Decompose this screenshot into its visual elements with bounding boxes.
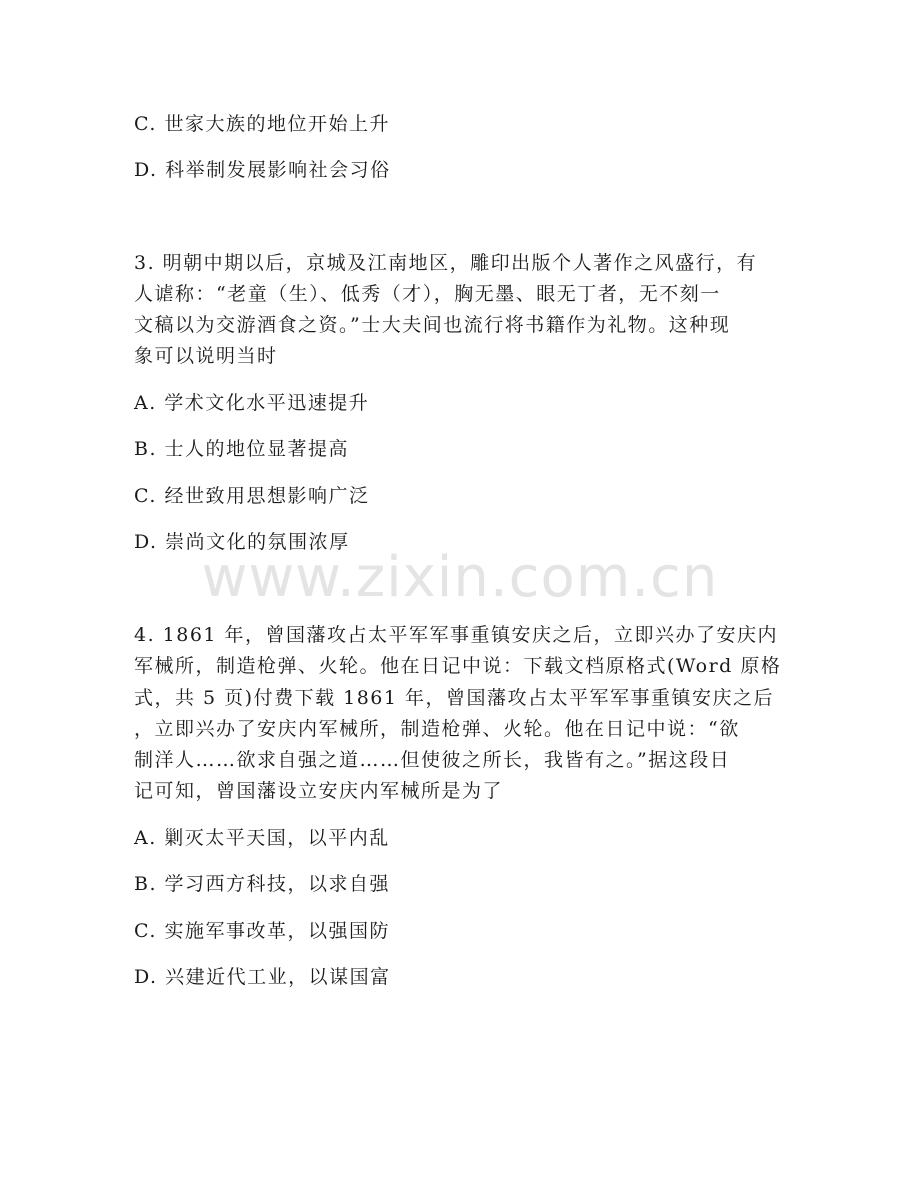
q2-option-c: C. 世家大族的地位开始上升 [134,113,390,135]
q2-option-d: D. 科举制发展影响社会习俗 [134,159,391,181]
q4-stem-line: ，立即兴办了安庆内军械所，制造枪弹、火轮。他在日记中说：“欲 [134,718,740,740]
q4-stem-line: 军械所，制造枪弹、火轮。他在日记中说：下载文档原格式(Word 原格 [134,655,782,677]
q4-stem-line: 制洋人……欲求自强之道……但使彼之所长，我皆有之。”据这段日 [134,749,731,771]
q3-option-a: A. 学术文化水平迅速提升 [134,392,370,414]
q4-option-d: D. 兴建近代工业，以谋国富 [134,966,391,988]
q3-option-c: C. 经世致用思想影响广泛 [134,485,370,507]
q4-option-a: A. 剿灭太平天国，以平内乱 [134,827,390,849]
q3-stem-line: 3. 明朝中期以后，京城及江南地区，雕印出版个人著作之风盛行，有 [134,252,758,274]
q3-option-b: B. 士人的地位显著提高 [134,438,350,460]
q3-stem-line: 象可以说明当时 [134,345,278,367]
q4-stem-line: 式，共 5 页)付费下载 1861 年，曾国藩攻占太平军军事重镇安庆之后 [134,687,775,709]
watermark: www.zixin.com.cn [201,545,719,610]
q4-stem-line: 4. 1861 年，曾国藩攻占太平军军事重镇安庆之后，立即兴办了安庆内 [134,624,779,646]
q4-option-c: C. 实施军事改革，以强国防 [134,920,390,942]
q3-stem-line: 文稿以为交游酒食之资。”士大夫间也流行将书籍作为礼物。这种现 [134,314,731,336]
q4-stem-line: 记可知，曾国藩设立安庆内军械所是为了 [134,780,504,802]
q4-option-b: B. 学习西方科技，以求自强 [134,873,391,895]
q3-stem-line: 人谑称：“老童（生）、低秀（才），胸无墨、眼无丁者，无不刻一 [134,283,721,305]
q3-option-d: D. 崇尚文化的氛围浓厚 [134,531,350,553]
